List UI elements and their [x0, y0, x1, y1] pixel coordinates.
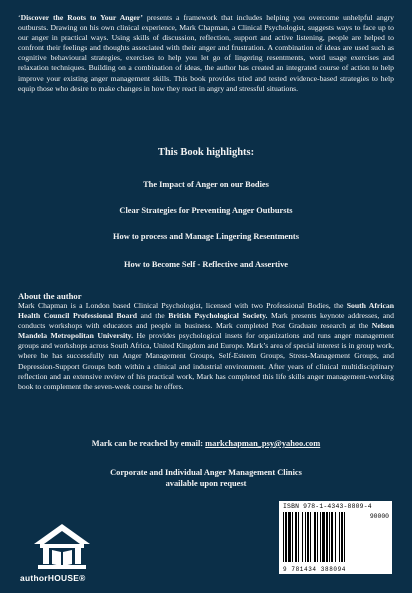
house-book-logo-icon [30, 522, 94, 572]
barcode-bar [305, 512, 306, 562]
intro-quote-mark: ‘ [18, 13, 21, 22]
barcode-bar [314, 512, 316, 562]
contact-email-link[interactable]: markchapman_psy@yahoo.com [205, 439, 321, 448]
clinics-availability: available upon request [165, 479, 247, 488]
barcode-bar [283, 512, 284, 562]
contact-label: Mark can be reached by email: [91, 439, 206, 448]
barcode-bar [288, 512, 291, 562]
barcode-number: 9 781434 388094 [283, 566, 347, 573]
about-text: Mark presents keynote addresses, and conducts workshops with educators and people in business. Mark completed Post Graduate research at the [18, 311, 394, 331]
barcode-bar [341, 512, 343, 562]
about-text: and the [137, 311, 169, 321]
barcode-bar [317, 512, 318, 562]
barcode-bar [310, 512, 311, 562]
barcode-bar [329, 512, 330, 562]
intro-book-title: Discover the Roots to Your Anger’ [20, 13, 143, 22]
about-text: Mark Chapman is a London based Clinical Psychologist, licensed with two Professional Bodies, the [18, 301, 347, 310]
barcode-bar [331, 512, 333, 562]
publisher-name: authorHOUSE® [20, 573, 86, 583]
barcode-bar [339, 512, 340, 562]
barcode-bar [292, 512, 293, 562]
clinics-line: Corporate and Individual Anger Management Clinics [110, 468, 302, 477]
about-highlight: British Psychological Society. [168, 311, 268, 321]
contact-line [0, 439, 412, 448]
about-author-title: About the author [18, 291, 82, 301]
barcode-bar [295, 512, 297, 562]
barcode-bar [302, 512, 303, 562]
about-highlight: South African Health Council Professional Board [18, 301, 394, 321]
isbn-text: ISBN 978-1-4343-8809-4 [283, 503, 372, 510]
barcode-bar [307, 512, 309, 562]
highlight-item: How to Become Self - Reflective and Assertive [124, 260, 288, 269]
barcode-bar [344, 512, 345, 562]
barcode-bar [322, 512, 325, 562]
barcode-bar [326, 512, 328, 562]
highlight-item: Clear Strategies for Preventing Anger Outbursts [119, 206, 293, 215]
highlight-item: The Impact of Anger on our Bodies [143, 180, 269, 189]
highlight-item: How to process and Manage Lingering Resentments [113, 232, 299, 241]
barcode-bar [285, 512, 287, 562]
about-author-paragraph [18, 301, 394, 392]
highlights-title: This Book highlights: [157, 147, 255, 158]
barcode-bar [320, 512, 321, 562]
about-text: He provides psychological insets for organizations and runs anger management groups and workshops across South Africa, United Kingdom and Europe. Mark’s area of special interest is in group work, where he has successfully run Anger Management Groups, Self-Esteem Groups, Stress-Management Groups, and Depression-Support Groups both within a clinical and industrial environment. After years of clinical multidisciplinary reflection and an extensive review of his practical work, Mark has completed this life skills anger management-working book to complement the seven-week course he offers. [18, 331, 394, 391]
isbn-barcode [279, 501, 392, 574]
intro-text: presents a framework that includes helping you overcome unhelpful angry outbursts. Drawing on his own clinical experience, Mark Chapman, a Clinical Psychologist, suggests ways to face up to our anger in practical ways. Using skills of discussion, reflection, support and active listening, people are helped to confront their feelings and thoughts associated with their anger and frustration. A combination of ideas are used such as cognitive behavioural strategies, exercises to help you let go of lingering resentments, word usage exercises and relaxation techniques. Building on a combination of ideas, the author has created an integrated course of action to help improve your existing anger management skills. This book provides tried and tested evidence-based strategies to help equip those who desire to make changes in how they react in angry and stressful situations. [18, 13, 394, 93]
barcode-bars [283, 512, 367, 562]
barcode-bar [298, 512, 299, 562]
intro-paragraph [18, 13, 394, 94]
about-highlight: Nelson Mandela Metropolitan University. [18, 321, 394, 341]
barcode-bar [335, 512, 336, 562]
price-code: 90000 [369, 513, 389, 520]
